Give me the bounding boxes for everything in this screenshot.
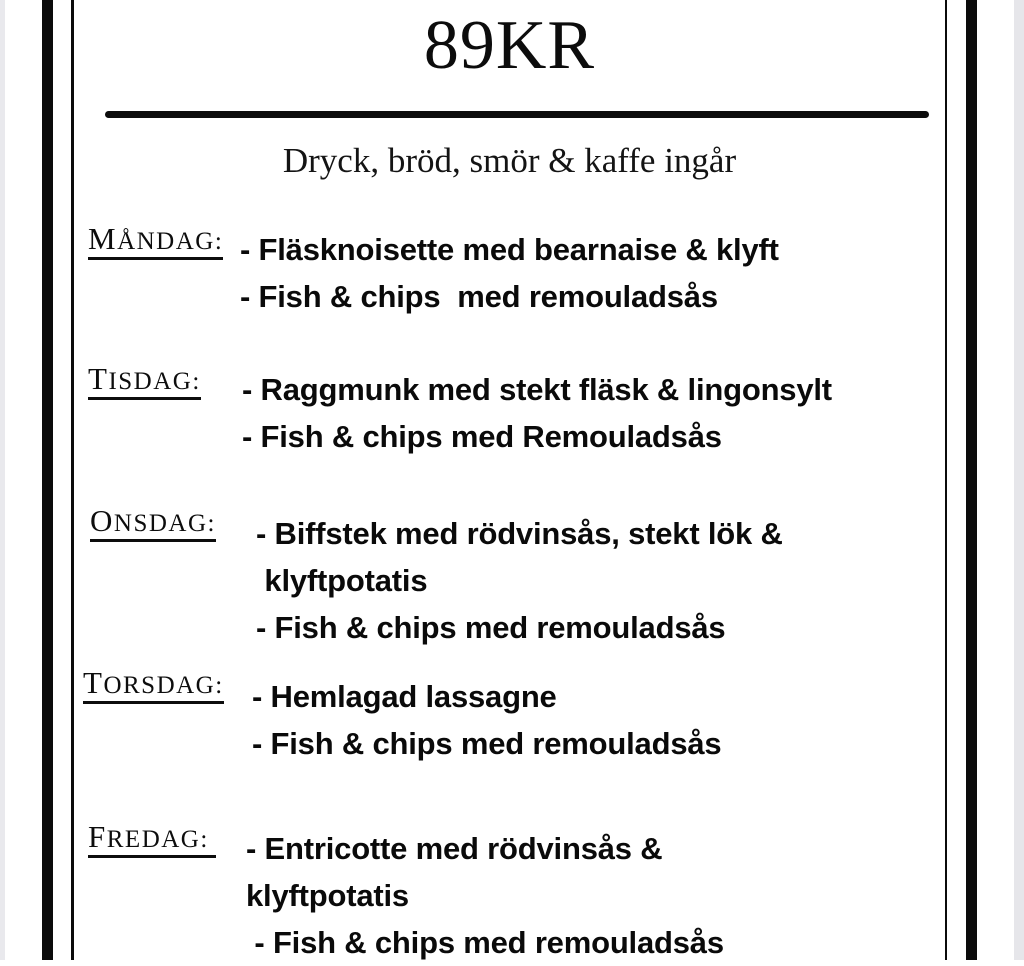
dish-line: - Entricotte med rödvinsås & (246, 831, 663, 866)
dishes-monday (240, 226, 779, 320)
day-label-friday: FREDAG: (88, 822, 216, 858)
dish-line: - Raggmunk med stekt fläsk & lingonsylt (242, 372, 832, 407)
frame-bar-right (966, 0, 977, 960)
dishes-friday (246, 825, 724, 966)
day-label-thursday: TORSDAG: (83, 668, 224, 704)
day-label-tuesday: TISDAG: (88, 364, 201, 400)
frame-bar-left (42, 0, 53, 960)
dish-line: - Fish & chips med Remouladsås (242, 419, 722, 454)
dishes-tuesday (242, 366, 832, 460)
dishes-wednesday (256, 510, 783, 651)
dishes-thursday (252, 673, 721, 767)
day-label-monday: MÅNDAG: (88, 224, 223, 260)
day-label-wednesday: ONSDAG: (90, 506, 216, 542)
dish-line: - Fish & chips med remouladsås (246, 925, 724, 960)
page-edge-right (1014, 0, 1024, 960)
dish-line: klyftpotatis (256, 563, 428, 598)
dish-line: - Fish & chips med remouladsås (252, 726, 722, 761)
dish-line: klyftpotatis (246, 878, 409, 913)
page-edge-left (0, 0, 5, 960)
dish-line: - Hemlagad lassagne (252, 679, 557, 714)
dish-line: - Biffstek med rödvinsås, stekt lök & (256, 516, 783, 551)
dish-line: - Fish & chips med remouladsås (240, 279, 718, 314)
included-note: Dryck, bröd, smör & kaffe ingår (282, 141, 737, 180)
price-heading: 89KR (423, 7, 596, 84)
dish-line: - Fish & chips med remouladsås (256, 610, 726, 645)
dish-line: - Fläsknoisette med bearnaise & klyft (240, 232, 779, 267)
divider-rule (105, 111, 929, 118)
